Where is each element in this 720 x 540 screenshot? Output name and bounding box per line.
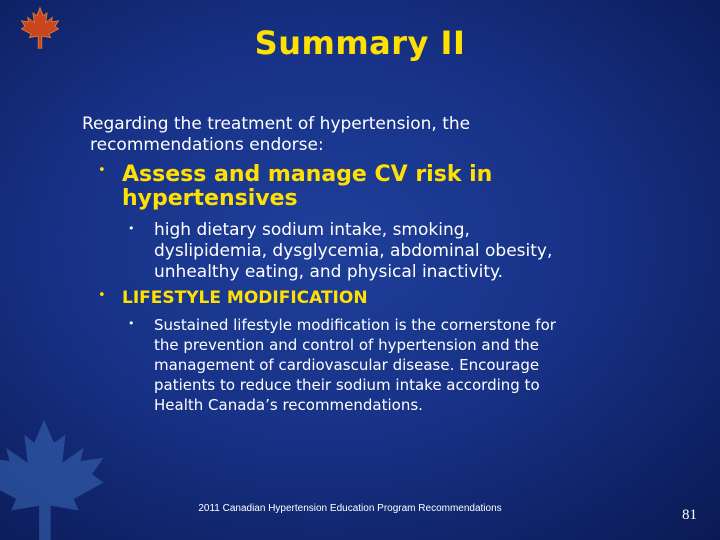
bullet-marker: •: [98, 163, 106, 178]
page-number: 81: [682, 507, 697, 523]
bullet-heading-line: Assess and manage CV risk in: [122, 162, 493, 187]
sub-bullet-line: the prevention and control of hypertension and the: [154, 336, 540, 354]
sub-bullet-marker: •: [128, 222, 135, 235]
sub-bullet-line: high dietary sodium intake, smoking,: [154, 220, 470, 240]
bullet-heading: [122, 163, 618, 211]
bullet-lifestyle: [98, 288, 618, 309]
sub-bullet-risk-factors: [128, 220, 688, 283]
sub-bullet-line: unhealthy eating, and physical inactivity.: [154, 262, 504, 282]
sub-bullet-text: [154, 315, 688, 415]
intro-text: [82, 114, 470, 156]
sub-bullet-line: Health Canada’s recommendations.: [154, 396, 423, 414]
maple-leaf-watermark-icon: [0, 415, 153, 540]
intro-line: recommendations endorse:: [90, 135, 324, 155]
sub-bullet-line: dyslipidemia, dysglycemia, abdominal obesity,: [154, 241, 553, 261]
sub-bullet-lifestyle-detail: [128, 315, 688, 415]
sub-bullet-line: patients to reduce their sodium intake according to: [154, 376, 540, 394]
sub-bullet-line: management of cardiovascular disease. Encourage: [154, 356, 540, 374]
bullet-heading-line: hypertensives: [122, 186, 298, 211]
intro-line: Regarding the treatment of hypertension, the: [82, 114, 471, 134]
footer-caption: 2011 Canadian Hypertension Education Program Recommendations: [198, 503, 502, 514]
sub-bullet-marker: •: [128, 317, 135, 330]
bullet-cv-risk: [98, 163, 618, 211]
sub-bullet-text: [154, 220, 688, 283]
sub-bullet-line: Sustained lifestyle modification is the cornerstone for: [154, 316, 556, 334]
bullet-heading: LIFESTYLE MODIFICATION: [122, 288, 368, 308]
bullet-marker: •: [98, 288, 106, 303]
slide-title: Summary II: [254, 24, 466, 62]
